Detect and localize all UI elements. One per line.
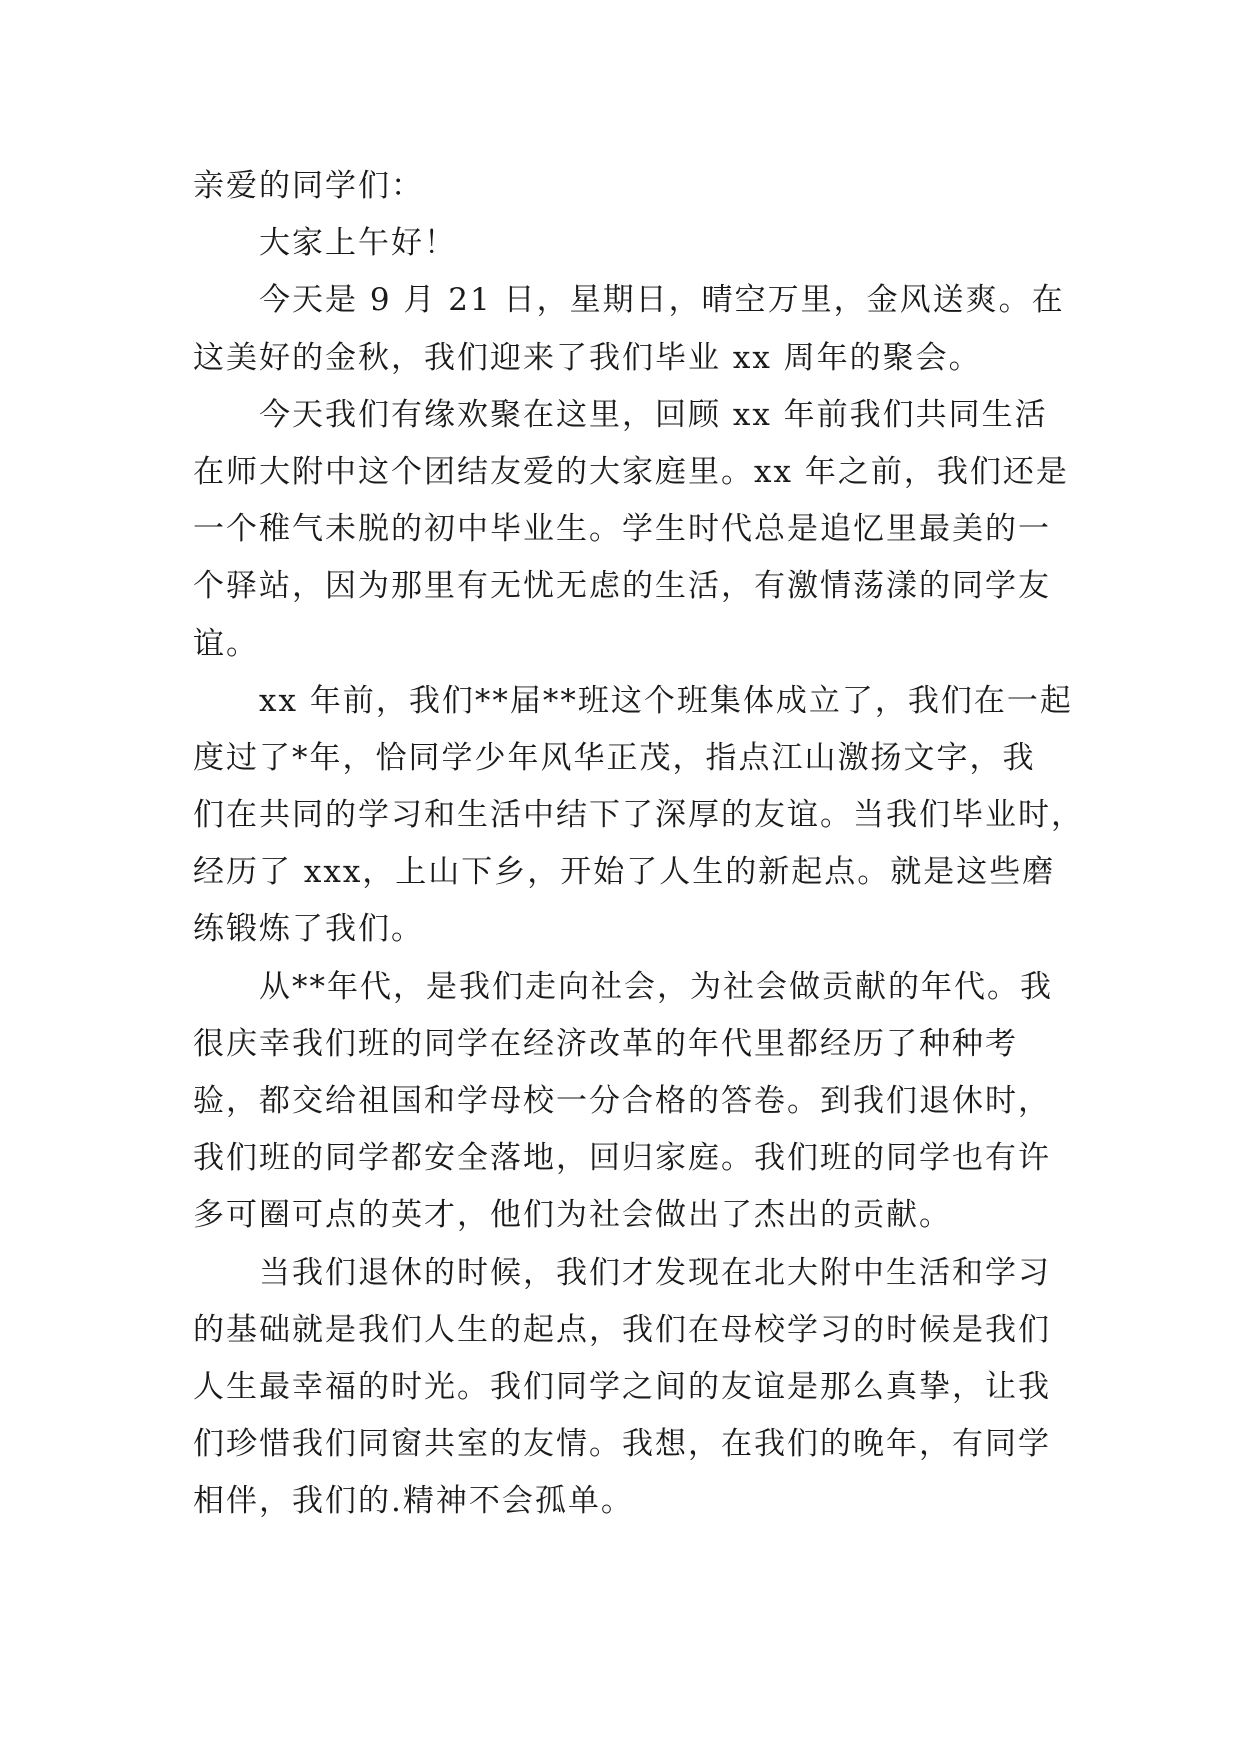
document-body xyxy=(193,158,1084,1531)
paragraph-line: xx 年前，我们**届**班这个班集体成立了，我们在一起 xyxy=(259,682,1073,719)
paragraph-line: 在师大附中这个团结友爱的大家庭里。xx 年之前，我们还是 xyxy=(193,453,1069,490)
paragraph-line: 这美好的金秋，我们迎来了我们毕业 xx 周年的聚会。 xyxy=(193,339,982,376)
paragraph-line: 验，都交给祖国和学母校一分合格的答卷。到我们退休时， xyxy=(193,1083,1051,1119)
paragraph-line: 相伴，我们的.精神不会孤单。 xyxy=(193,1483,634,1520)
paragraph-line: 练锻炼了我们。 xyxy=(193,911,424,948)
paragraph-line: 我们班的同学都安全落地，回归家庭。我们班的同学也有许 xyxy=(193,1140,1051,1177)
paragraph-line: 们珍惜我们同窗共室的友情。我想，在我们的晚年，有同学 xyxy=(193,1426,1051,1463)
greeting-line: 亲爱的同学们： xyxy=(193,168,424,204)
paragraph-line: 的基础就是我们人生的起点，我们在母校学习的时候是我们 xyxy=(193,1311,1051,1348)
paragraph-line: 经历了 xxx，上山下乡，开始了人生的新起点。就是这些磨 xyxy=(193,854,1056,891)
paragraph-line: 度过了*年，恰同学少年风华正茂，指点江山激扬文字，我 xyxy=(193,739,1036,776)
paragraph-line: 们在共同的学习和生活中结下了深厚的友谊。当我们毕业时， xyxy=(193,797,1084,834)
paragraph-line: 今天我们有缘欢聚在这里，回顾 xx 年前我们共同生活 xyxy=(259,396,1048,433)
paragraph-line: 当我们退休的时候，我们才发现在北大附中生活和学习 xyxy=(259,1254,1051,1291)
paragraph-line: 个驿站，因为那里有无忧无虑的生活，有激情荡漾的同学友 xyxy=(193,568,1051,605)
paragraph-line: 多可圈可点的英才，他们为社会做出了杰出的贡献。 xyxy=(193,1197,952,1234)
paragraph-line: 从**年代，是我们走向社会，为社会做贡献的年代。我 xyxy=(259,968,1053,1005)
paragraph-line: 很庆幸我们班的同学在经济改革的年代里都经历了种种考 xyxy=(193,1025,1018,1062)
paragraph-line: 人生最幸福的时光。我们同学之间的友谊是那么真挚，让我 xyxy=(193,1368,1051,1405)
paragraph-line: 一个稚气未脱的初中毕业生。学生时代总是追忆里最美的一 xyxy=(193,511,1051,548)
paragraph-line: 大家上午好！ xyxy=(259,225,457,262)
paragraph-line: 谊。 xyxy=(193,625,259,662)
paragraph-line: 今天是 9 月 21 日，星期日，晴空万里，金风送爽。在 xyxy=(259,282,1065,319)
